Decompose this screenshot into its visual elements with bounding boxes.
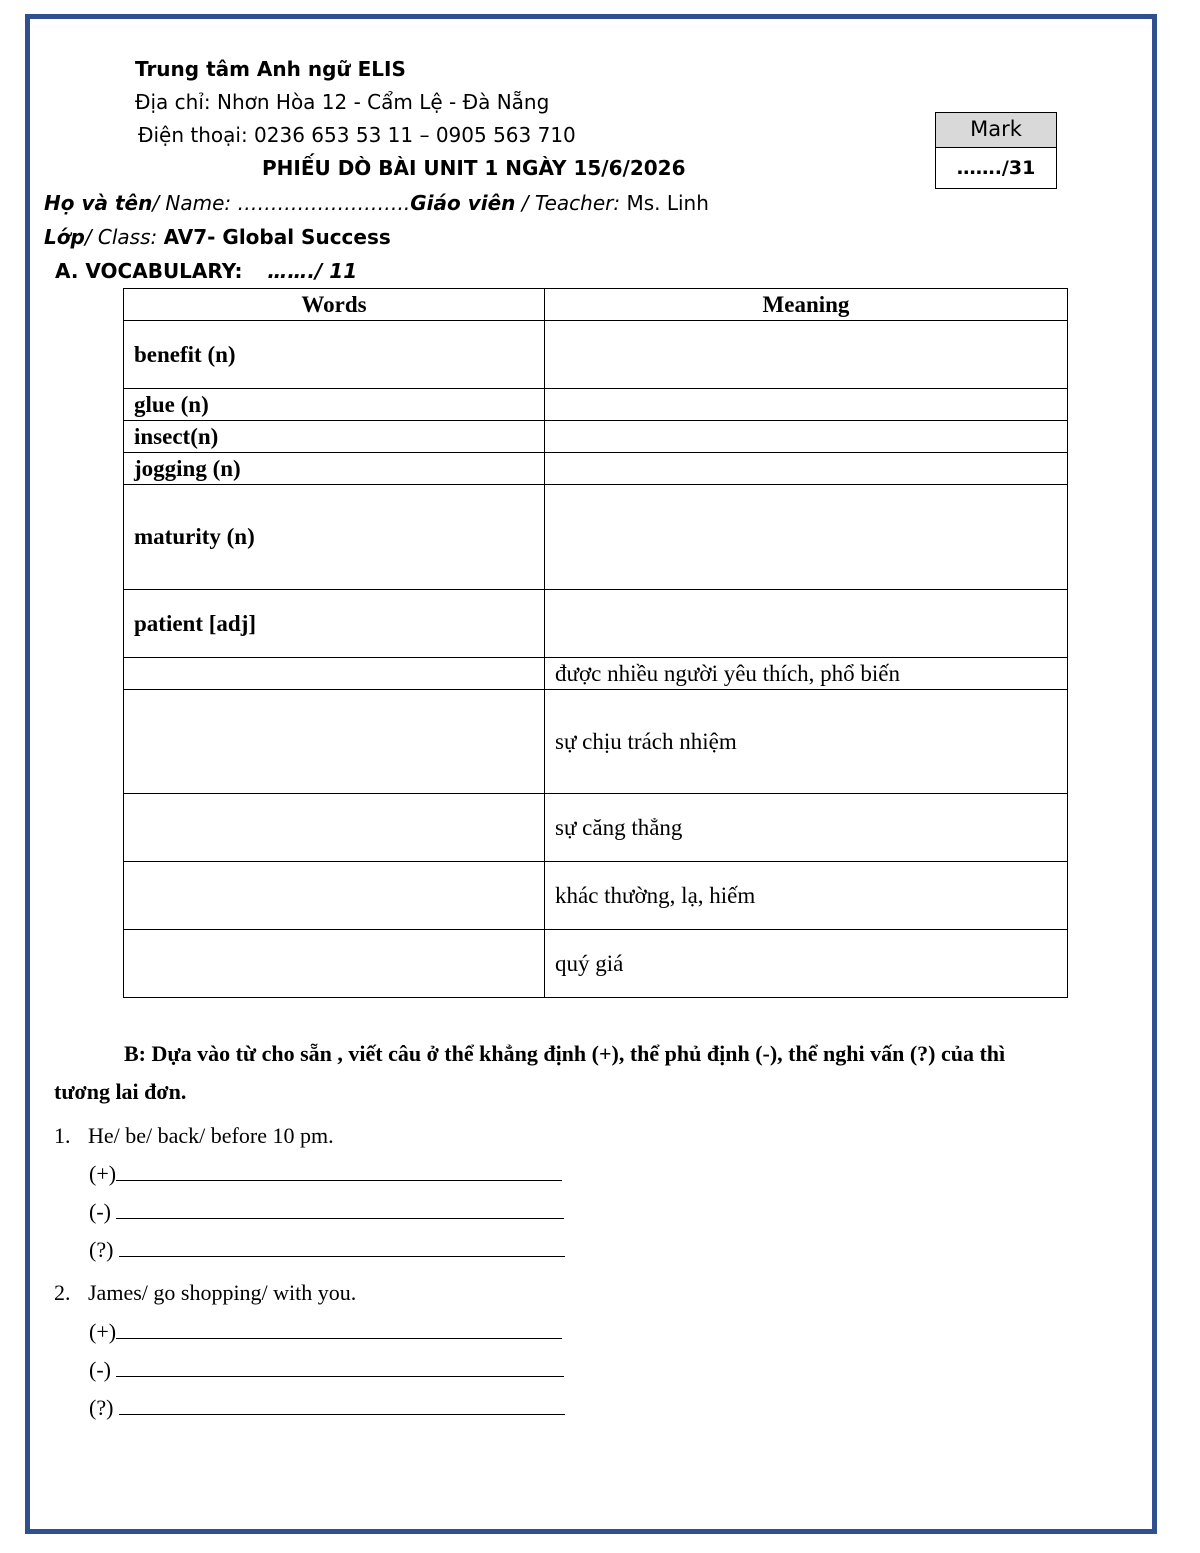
word-cell: glue (n) (124, 389, 545, 421)
answer-blank[interactable] (116, 1356, 564, 1377)
class-line (44, 225, 391, 249)
table-row (124, 658, 1068, 690)
vocabulary-table (123, 288, 1068, 998)
word-cell[interactable] (124, 658, 545, 690)
word-cell[interactable] (124, 930, 545, 998)
answer-blank[interactable] (116, 1160, 562, 1181)
sheet-title: PHIẾU DÒ BÀI UNIT 1 NGÀY 15/6/2026 (262, 156, 686, 180)
answer-line-question (89, 1236, 565, 1263)
answer-line-plus (89, 1318, 562, 1345)
meaning-cell[interactable] (545, 453, 1068, 485)
meaning-cell[interactable] (545, 485, 1068, 590)
meaning-cell[interactable] (545, 321, 1068, 389)
table-row (124, 421, 1068, 453)
meaning-cell: sự chịu trách nhiệm (545, 690, 1068, 794)
meaning-cell: được nhiều người yêu thích, phổ biến (545, 658, 1068, 690)
minus-label: (-) (89, 1357, 111, 1382)
section-a-title (55, 259, 357, 283)
meaning-cell: khác thường, lạ, hiếm (545, 862, 1068, 930)
answer-blank[interactable] (119, 1236, 565, 1257)
table-header-row (124, 289, 1068, 321)
class-label-vi: Lớp (44, 225, 85, 249)
word-cell[interactable] (124, 690, 545, 794)
minus-label: (-) (89, 1199, 111, 1224)
plus-label: (+) (89, 1161, 117, 1186)
item-number: 1. (54, 1123, 71, 1148)
answer-line-minus (89, 1356, 564, 1383)
item-prompt: He/ be/ back/ before 10 pm. (88, 1123, 334, 1148)
col-words-header: Words (124, 289, 545, 321)
word-cell[interactable] (124, 862, 545, 930)
teacher-name: Ms. Linh (626, 191, 709, 215)
word-cell[interactable] (124, 794, 545, 862)
table-row (124, 690, 1068, 794)
class-label-en: / Class: (84, 225, 164, 249)
meaning-cell[interactable] (545, 590, 1068, 658)
answer-blank[interactable] (119, 1394, 565, 1415)
mark-box (935, 112, 1057, 189)
answer-blank[interactable] (116, 1318, 562, 1339)
name-label-en[interactable]: / Name: …………………….. (152, 191, 411, 215)
exercise-item-1 (54, 1123, 334, 1149)
meaning-cell: sự căng thẳng (545, 794, 1068, 862)
section-a-label: A. VOCABULARY: (55, 259, 243, 283)
answer-line-minus (89, 1198, 564, 1225)
col-meaning-header: Meaning (545, 289, 1068, 321)
center-name: Trung tâm Anh ngữ ELIS (135, 57, 406, 81)
answer-line-plus (89, 1160, 562, 1187)
name-label-vi: Họ và tên (44, 191, 153, 215)
question-label: (?) (89, 1395, 114, 1420)
word-cell: insect(n) (124, 421, 545, 453)
section-b-instruction-line2: tương lai đơn. (54, 1079, 187, 1104)
exercise-item-2 (54, 1280, 356, 1306)
table-row (124, 389, 1068, 421)
class-value: AV7- Global Success (163, 225, 391, 249)
table-row (124, 794, 1068, 862)
mark-value: ……./31 (956, 157, 1036, 179)
table-row (124, 862, 1068, 930)
meaning-cell: quý giá (545, 930, 1068, 998)
center-address: Địa chỉ: Nhơn Hòa 12 - Cẩm Lệ - Đà Nẵng (135, 90, 550, 114)
item-number: 2. (54, 1280, 71, 1305)
teacher-label-en: / Teacher: (515, 191, 627, 215)
table-row (124, 930, 1068, 998)
section-b-instruction-line1: B: Dựa vào từ cho sẵn , viết câu ở thể khẳng định (+), thể phủ định (-), thể nghi vấn (?) của thì (124, 1041, 1006, 1066)
meaning-cell[interactable] (545, 421, 1068, 453)
table-row (124, 321, 1068, 389)
word-cell: patient [adj] (124, 590, 545, 658)
item-prompt: James/ go shopping/ with you. (88, 1280, 357, 1305)
answer-line-question (89, 1394, 565, 1421)
center-phone: Điện thoại: 0236 653 53 11 – 0905 563 710 (138, 123, 576, 147)
student-name-line (44, 191, 709, 215)
table-row (124, 485, 1068, 590)
meaning-cell[interactable] (545, 389, 1068, 421)
plus-label: (+) (89, 1319, 117, 1344)
word-cell: maturity (n) (124, 485, 545, 590)
teacher-label-vi: Giáo viên (410, 191, 516, 215)
question-label: (?) (89, 1237, 114, 1262)
table-row (124, 453, 1068, 485)
mark-label: Mark (936, 113, 1056, 148)
word-cell: benefit (n) (124, 321, 545, 389)
section-a-score: ……./ 11 (267, 259, 358, 283)
word-cell: jogging (n) (124, 453, 545, 485)
table-row (124, 590, 1068, 658)
answer-blank[interactable] (116, 1198, 564, 1219)
